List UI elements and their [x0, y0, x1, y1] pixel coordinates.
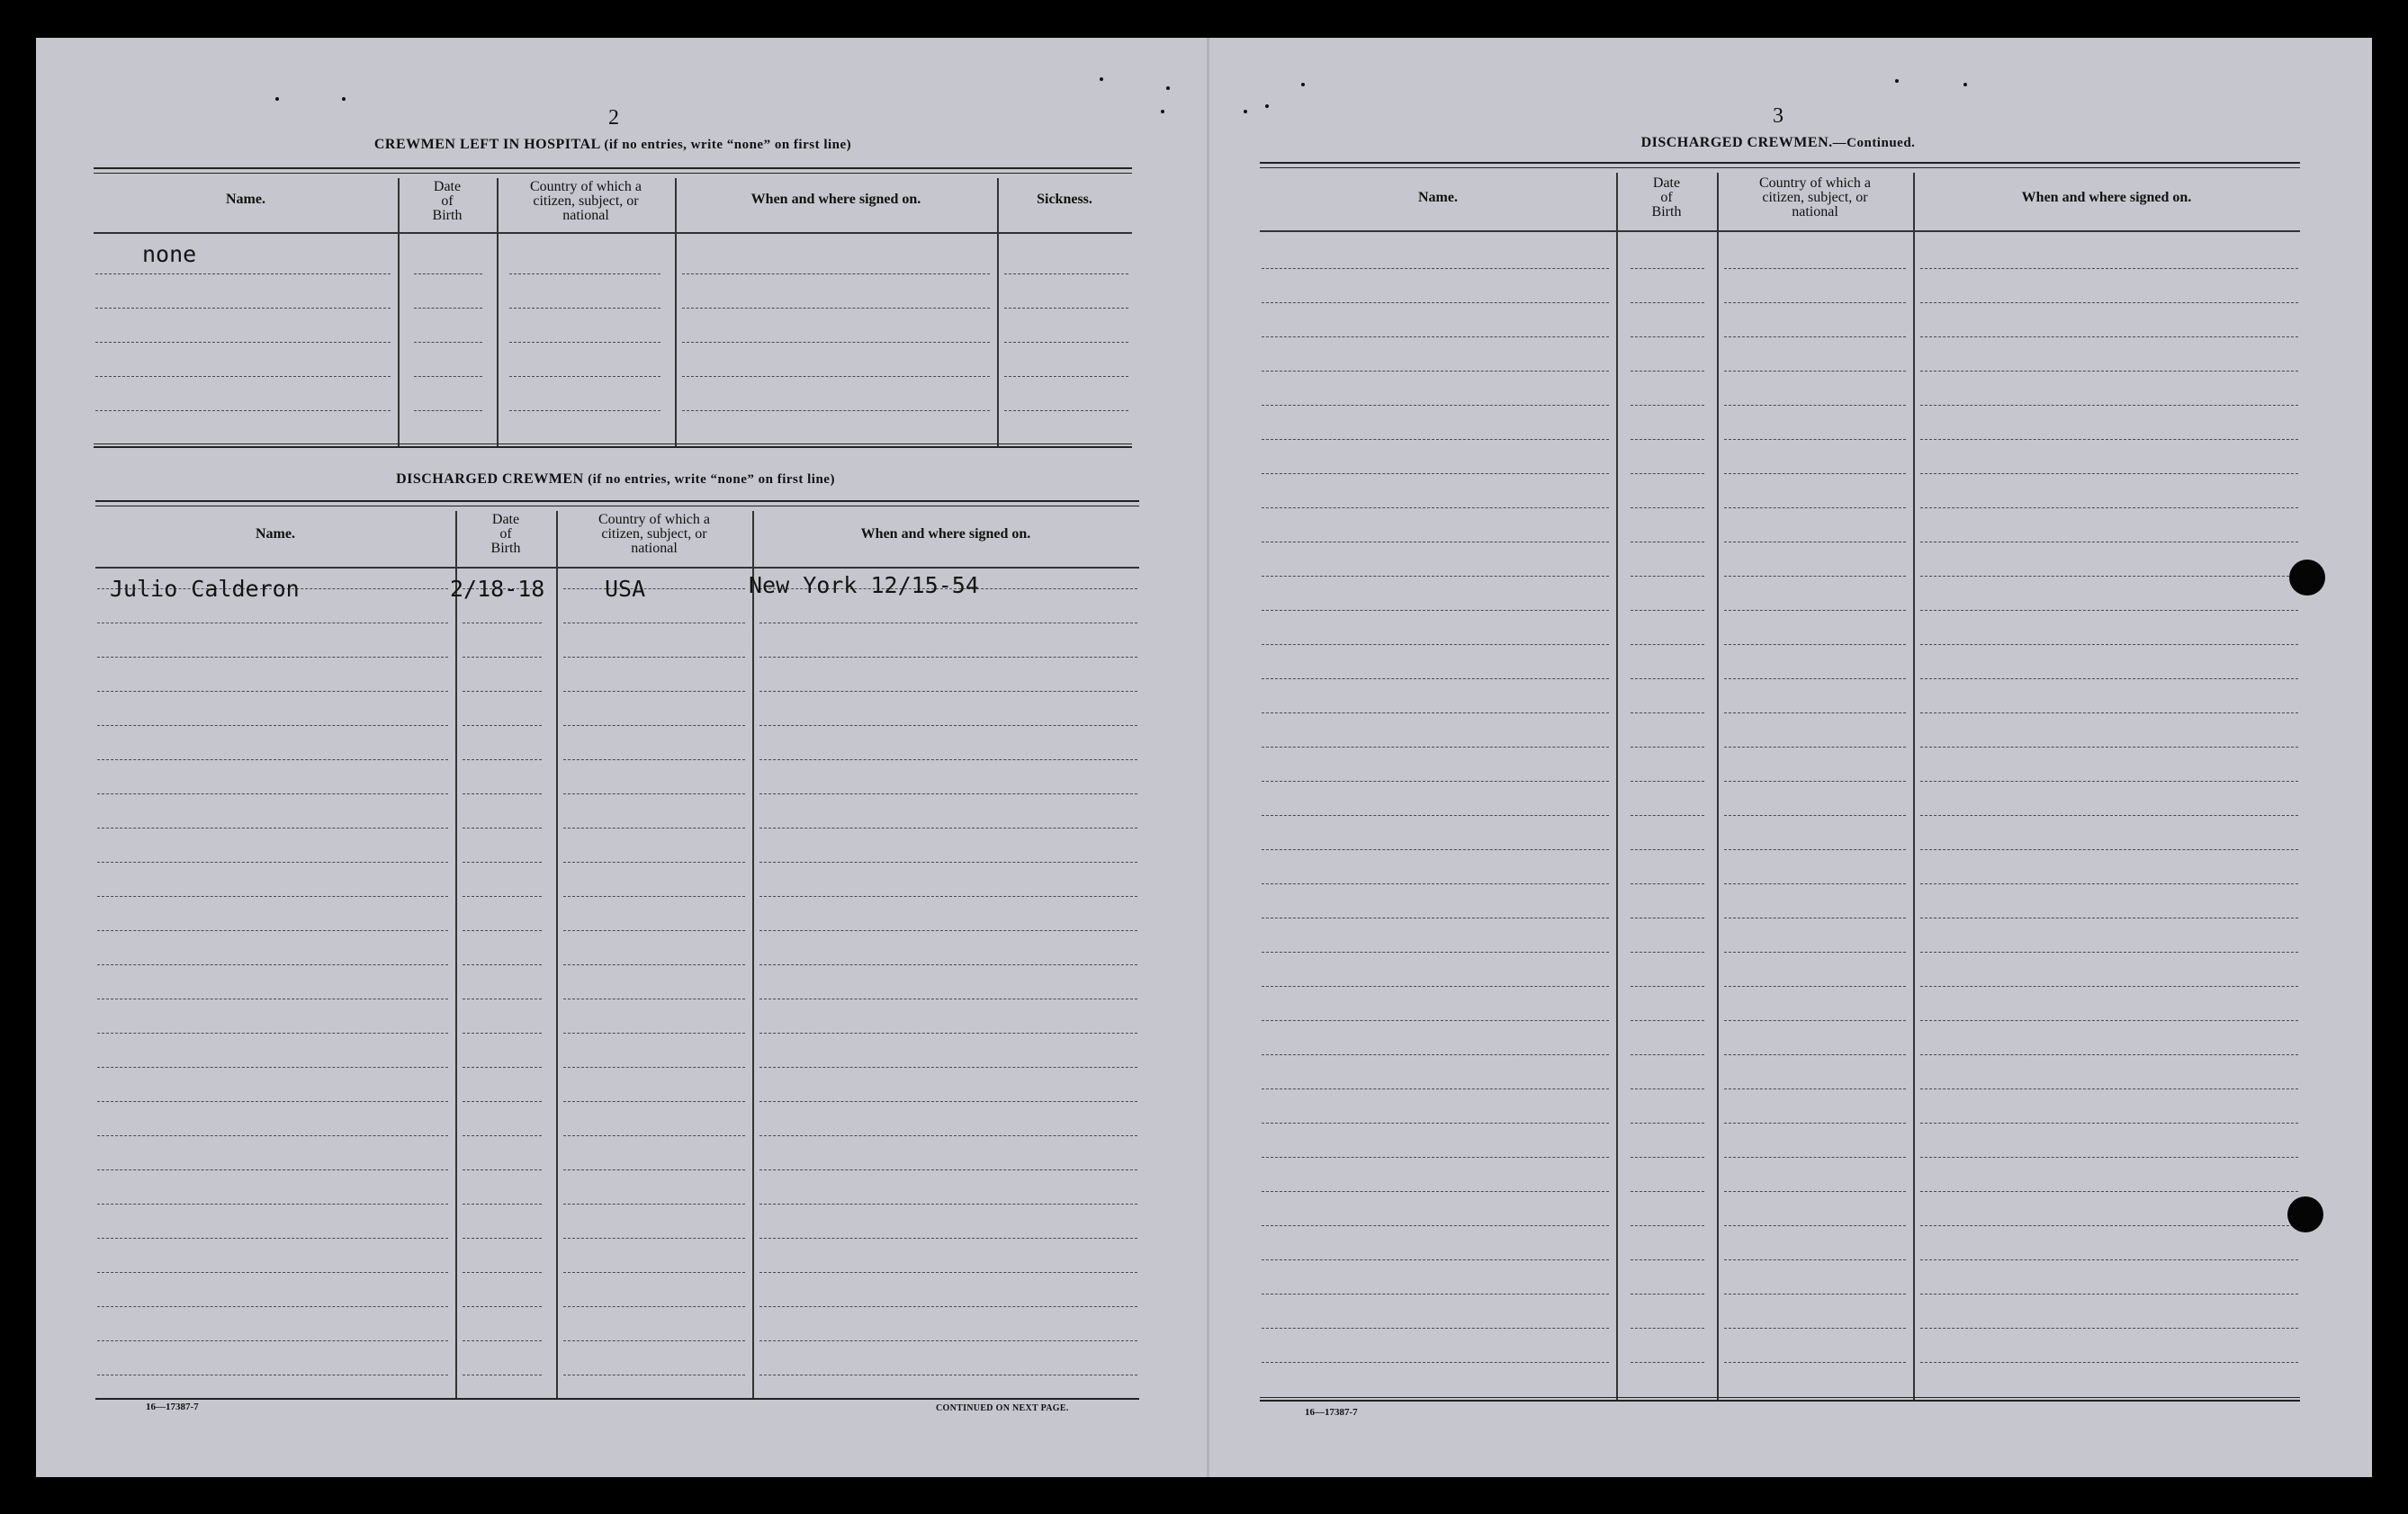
ruled-line	[463, 725, 542, 726]
ruled-line	[1920, 1328, 2298, 1329]
col-sickness: Sickness.	[1037, 192, 1092, 207]
ruled-line	[563, 930, 745, 931]
speck	[1895, 79, 1899, 83]
ruled-line	[1631, 1020, 1704, 1021]
ruled-line	[1920, 302, 2298, 303]
ruled-line	[1631, 1259, 1704, 1260]
ruled-line	[97, 1135, 448, 1136]
punch-hole	[2287, 1196, 2323, 1232]
ruled-line	[1631, 1191, 1704, 1192]
ruled-line	[682, 410, 990, 411]
page-number-left: 2	[608, 106, 619, 130]
ruled-line	[97, 930, 448, 931]
ruled-line	[95, 410, 391, 411]
ruled-line	[1262, 883, 1609, 884]
ruled-line	[1724, 610, 1906, 611]
ruled-line	[759, 1033, 1137, 1034]
ruled-line	[97, 657, 448, 658]
ruled-line	[1631, 1328, 1704, 1329]
ruled-line	[509, 410, 660, 411]
ruled-line	[1724, 644, 1906, 645]
ruled-line	[1920, 1294, 2298, 1295]
speck	[1100, 77, 1103, 81]
col-dob: Date of Birth	[432, 179, 463, 223]
ruled-line	[1724, 507, 1906, 508]
discharged-section-title	[94, 471, 1137, 488]
ruled-line	[1724, 439, 1906, 440]
ruled-line	[759, 896, 1137, 897]
ruled-line	[1631, 336, 1704, 337]
ruled-line	[1724, 1157, 1906, 1158]
ruled-line	[97, 1340, 448, 1341]
ruled-line	[563, 1033, 745, 1034]
ruled-line	[1262, 815, 1609, 816]
ruled-line	[97, 1306, 448, 1307]
ruled-line	[1631, 1294, 1704, 1295]
ruled-line	[563, 1067, 745, 1068]
ruled-line	[759, 725, 1137, 726]
ruled-line	[1631, 952, 1704, 953]
ruled-line	[1724, 1020, 1906, 1021]
ruled-line	[1262, 1157, 1609, 1158]
discharged-instruction: (if no entries, write “none” on first line)	[588, 472, 835, 487]
ruled-line	[759, 1340, 1137, 1341]
ruled-line	[509, 273, 660, 274]
ruled-line	[759, 964, 1137, 965]
ruled-line	[563, 1204, 745, 1205]
ruled-line	[463, 828, 542, 829]
ruled-line	[1631, 849, 1704, 850]
ruled-line	[97, 862, 448, 863]
ruled-line	[1262, 576, 1609, 577]
ruled-line	[759, 1204, 1137, 1205]
ruled-line	[414, 410, 482, 411]
ruled-line	[1920, 883, 2298, 884]
ruled-line	[1631, 1157, 1704, 1158]
ruled-line	[463, 1067, 542, 1068]
ruled-line	[1920, 1362, 2298, 1363]
ruled-line	[1724, 747, 1906, 748]
ruled-line	[1920, 336, 2298, 337]
ruled-line	[1920, 473, 2298, 474]
ruled-line	[97, 725, 448, 726]
ruled-line	[97, 1272, 448, 1273]
ruled-line	[1631, 1088, 1704, 1089]
ruled-line	[97, 896, 448, 897]
ruled-line	[97, 1238, 448, 1239]
ruled-line	[563, 1238, 745, 1239]
ruled-line	[97, 759, 448, 760]
ruled-line	[1724, 1328, 1906, 1329]
ruled-line	[1262, 1225, 1609, 1226]
ruled-line	[463, 930, 542, 931]
ruled-line	[563, 964, 745, 965]
discharged-table	[95, 500, 1139, 1400]
col-country: Country of which a citizen, subject, or national	[1759, 175, 1871, 219]
ruled-line	[1920, 371, 2298, 372]
ruled-line	[97, 964, 448, 965]
ruled-line	[563, 725, 745, 726]
ruled-line	[1920, 952, 2298, 953]
ruled-line	[97, 691, 448, 692]
ruled-line	[1262, 439, 1609, 440]
ruled-line	[1004, 308, 1128, 309]
ruled-line	[682, 273, 990, 274]
ruled-line	[1724, 781, 1906, 782]
speck	[1963, 83, 1967, 86]
col-signed: When and where signed on.	[2021, 190, 2192, 205]
ruled-line	[759, 1272, 1137, 1273]
ruled-line	[1724, 883, 1906, 884]
ruled-line	[1262, 268, 1609, 269]
ruled-line	[97, 1067, 448, 1068]
ruled-line	[563, 1340, 745, 1341]
speck	[1265, 104, 1269, 108]
ruled-line	[1262, 712, 1609, 713]
ruled-line	[463, 1340, 542, 1341]
ruled-line	[1262, 473, 1609, 474]
ruled-line	[509, 308, 660, 309]
ruled-line	[1724, 1294, 1906, 1295]
ruled-line	[1262, 1020, 1609, 1021]
ruled-line	[414, 308, 482, 309]
discharged-title: DISCHARGED CREWMEN	[396, 471, 584, 487]
entry-country: USA	[605, 576, 646, 602]
ruled-line	[1724, 1191, 1906, 1192]
ruled-line	[1920, 1088, 2298, 1089]
ruled-line	[1920, 1225, 2298, 1226]
discharged-continued-table	[1260, 162, 2300, 1402]
ruled-line	[1724, 576, 1906, 577]
ruled-line	[1262, 1054, 1609, 1055]
ruled-line	[463, 1101, 542, 1102]
ruled-line	[1724, 678, 1906, 679]
ruled-line	[1631, 986, 1704, 987]
ruled-line	[1631, 1225, 1704, 1226]
ruled-line	[1920, 1191, 2298, 1192]
ruled-line	[1920, 781, 2298, 782]
page-number-right: 3	[1773, 104, 1784, 128]
ruled-line	[1631, 712, 1704, 713]
col-name: Name.	[226, 192, 265, 207]
ruled-line	[1920, 610, 2298, 611]
speck	[1166, 86, 1170, 90]
ruled-line	[1631, 1123, 1704, 1124]
ruled-line	[95, 273, 391, 274]
ruled-line	[1004, 410, 1128, 411]
ruled-line	[1920, 712, 2298, 713]
ruled-line	[1262, 747, 1609, 748]
col-name: Name.	[256, 526, 295, 542]
ruled-line	[1262, 405, 1609, 406]
ruled-line	[759, 1135, 1137, 1136]
ruled-line	[682, 308, 990, 309]
ruled-line	[759, 862, 1137, 863]
entry-dob: 2/18-18	[450, 576, 545, 602]
ruled-line	[463, 862, 542, 863]
ruled-line	[1724, 1088, 1906, 1089]
ruled-line	[1920, 849, 2298, 850]
ruled-line	[1724, 1054, 1906, 1055]
ruled-line	[1631, 781, 1704, 782]
ruled-line	[759, 930, 1137, 931]
ruled-line	[1262, 1294, 1609, 1295]
ruled-line	[1724, 473, 1906, 474]
ruled-line	[463, 1135, 542, 1136]
ruled-line	[1004, 273, 1128, 274]
ruled-line	[463, 657, 542, 658]
ruled-line	[563, 793, 745, 794]
ruled-line	[97, 828, 448, 829]
ruled-line	[1262, 336, 1609, 337]
ruled-line	[95, 376, 391, 377]
ruled-line	[1631, 439, 1704, 440]
ruled-line	[1631, 883, 1704, 884]
ruled-line	[563, 759, 745, 760]
ruled-line	[463, 793, 542, 794]
ruled-line	[463, 759, 542, 760]
ruled-line	[1920, 268, 2298, 269]
ruled-line	[759, 759, 1137, 760]
ruled-line	[414, 342, 482, 343]
ruled-line	[1724, 986, 1906, 987]
ruled-line	[1631, 507, 1704, 508]
ruled-line	[1631, 576, 1704, 577]
ruled-line	[1920, 405, 2298, 406]
speck	[342, 97, 346, 101]
right-title: DISCHARGED CREWMEN.	[1640, 135, 1833, 150]
ruled-line	[1724, 302, 1906, 303]
page-fold	[1207, 38, 1209, 1477]
form-number-right: 16—17387-7	[1305, 1407, 1358, 1418]
ruled-line	[1262, 986, 1609, 987]
ruled-line	[463, 1169, 542, 1170]
ruled-line	[1262, 1362, 1609, 1363]
ruled-line	[1724, 1362, 1906, 1363]
hospital-table	[94, 167, 1132, 448]
ruled-line	[1631, 1362, 1704, 1363]
ruled-line	[1004, 342, 1128, 343]
ruled-line	[1920, 644, 2298, 645]
ruled-line	[1920, 678, 2298, 679]
ruled-line	[759, 1067, 1137, 1068]
ruled-line	[1631, 644, 1704, 645]
punch-hole	[2289, 560, 2325, 596]
ruled-line	[1262, 644, 1609, 645]
ruled-line	[1631, 610, 1704, 611]
ruled-line	[1631, 815, 1704, 816]
ruled-line	[759, 691, 1137, 692]
ruled-line	[1262, 952, 1609, 953]
ruled-line	[759, 1169, 1137, 1170]
ruled-line	[1262, 302, 1609, 303]
ruled-line	[1920, 439, 2298, 440]
ruled-line	[414, 376, 482, 377]
ruled-line	[1262, 849, 1609, 850]
ruled-line	[97, 1204, 448, 1205]
ruled-line	[1631, 1054, 1704, 1055]
right-title-suffix: —Continued.	[1832, 136, 1916, 150]
ruled-line	[563, 657, 745, 658]
ruled-line	[1920, 1054, 2298, 1055]
ruled-line	[97, 1169, 448, 1170]
col-dob: Date of Birth	[490, 512, 521, 556]
discharged-continued-title	[1260, 135, 2296, 151]
ruled-line	[759, 657, 1137, 658]
ruled-line	[1262, 610, 1609, 611]
ruled-line	[1724, 712, 1906, 713]
ruled-line	[1631, 405, 1704, 406]
hospital-entry-name: none	[142, 241, 197, 267]
ruled-line	[463, 964, 542, 965]
ruled-line	[563, 1306, 745, 1307]
ruled-line	[1920, 747, 2298, 748]
ruled-line	[1920, 1157, 2298, 1158]
ruled-line	[1631, 302, 1704, 303]
ruled-line	[1631, 678, 1704, 679]
ruled-line	[95, 308, 391, 309]
ruled-line	[1004, 376, 1128, 377]
ruled-line	[463, 691, 542, 692]
col-signed: When and where signed on.	[860, 526, 1031, 542]
ruled-line	[759, 793, 1137, 794]
ruled-line	[1262, 678, 1609, 679]
ruled-line	[509, 342, 660, 343]
col-country: Country of which a citizen, subject, or national	[598, 512, 710, 556]
ruled-line	[1920, 986, 2298, 987]
ruled-line	[1262, 1328, 1609, 1329]
col-name: Name.	[1418, 190, 1458, 205]
ruled-line	[563, 691, 745, 692]
ruled-line	[97, 1101, 448, 1102]
ruled-line	[1920, 1259, 2298, 1260]
ruled-line	[1724, 268, 1906, 269]
speck	[1161, 110, 1164, 113]
ruled-line	[1724, 849, 1906, 850]
ruled-line	[1920, 1020, 2298, 1021]
ruled-line	[463, 1238, 542, 1239]
form-number-left: 16—17387-7	[146, 1402, 199, 1412]
ruled-line	[463, 896, 542, 897]
ruled-line	[1262, 1191, 1609, 1192]
ruled-line	[682, 342, 990, 343]
ruled-line	[1724, 336, 1906, 337]
hospital-instruction: (if no entries, write “none” on first line)	[604, 138, 852, 152]
ruled-line	[1631, 473, 1704, 474]
col-country: Country of which a citizen, subject, or national	[530, 179, 642, 223]
entry-signed-on: New York 12/15-54	[749, 572, 979, 598]
ruled-line	[1724, 1123, 1906, 1124]
ruled-line	[1262, 1259, 1609, 1260]
ruled-line	[1724, 1259, 1906, 1260]
ruled-line	[759, 828, 1137, 829]
ruled-line	[97, 1033, 448, 1034]
speck	[275, 97, 279, 101]
ruled-line	[1920, 1123, 2298, 1124]
hospital-section-title	[94, 137, 1132, 153]
ruled-line	[759, 1101, 1137, 1102]
ruled-line	[509, 376, 660, 377]
entry-name: Julio Calderon	[110, 576, 300, 602]
continued-note: CONTINUED ON NEXT PAGE.	[936, 1403, 1069, 1413]
ruled-line	[463, 1204, 542, 1205]
ruled-line	[563, 828, 745, 829]
ruled-line	[563, 862, 745, 863]
speck	[1244, 110, 1247, 113]
ruled-line	[1724, 815, 1906, 816]
ruled-line	[1262, 507, 1609, 508]
ruled-line	[1920, 815, 2298, 816]
ruled-line	[1262, 371, 1609, 372]
col-signed: When and where signed on.	[750, 192, 921, 207]
ruled-line	[563, 896, 745, 897]
ruled-line	[1724, 952, 1906, 953]
ruled-line	[1631, 747, 1704, 748]
ruled-line	[95, 342, 391, 343]
ruled-line	[563, 1101, 745, 1102]
speck	[1301, 83, 1305, 86]
hospital-title: CREWMEN LEFT IN HOSPITAL	[373, 137, 600, 152]
ruled-line	[1262, 1088, 1609, 1089]
ruled-line	[463, 1272, 542, 1273]
ruled-line	[563, 588, 745, 589]
ruled-line	[759, 1238, 1137, 1239]
ruled-line	[97, 793, 448, 794]
ruled-line	[1724, 1225, 1906, 1226]
ruled-line	[1724, 405, 1906, 406]
ruled-line	[1631, 268, 1704, 269]
ruled-line	[759, 1306, 1137, 1307]
ruled-line	[1724, 371, 1906, 372]
ruled-line	[1920, 576, 2298, 577]
ruled-line	[563, 1135, 745, 1136]
ruled-line	[563, 1272, 745, 1273]
ruled-line	[1631, 371, 1704, 372]
ruled-line	[1262, 781, 1609, 782]
ruled-line	[463, 1033, 542, 1034]
ruled-line	[1920, 507, 2298, 508]
ruled-line	[414, 273, 482, 274]
ruled-line	[563, 1169, 745, 1170]
ruled-line	[1262, 1123, 1609, 1124]
ruled-line	[682, 376, 990, 377]
col-dob: Date of Birth	[1651, 175, 1682, 219]
ruled-line	[463, 1306, 542, 1307]
